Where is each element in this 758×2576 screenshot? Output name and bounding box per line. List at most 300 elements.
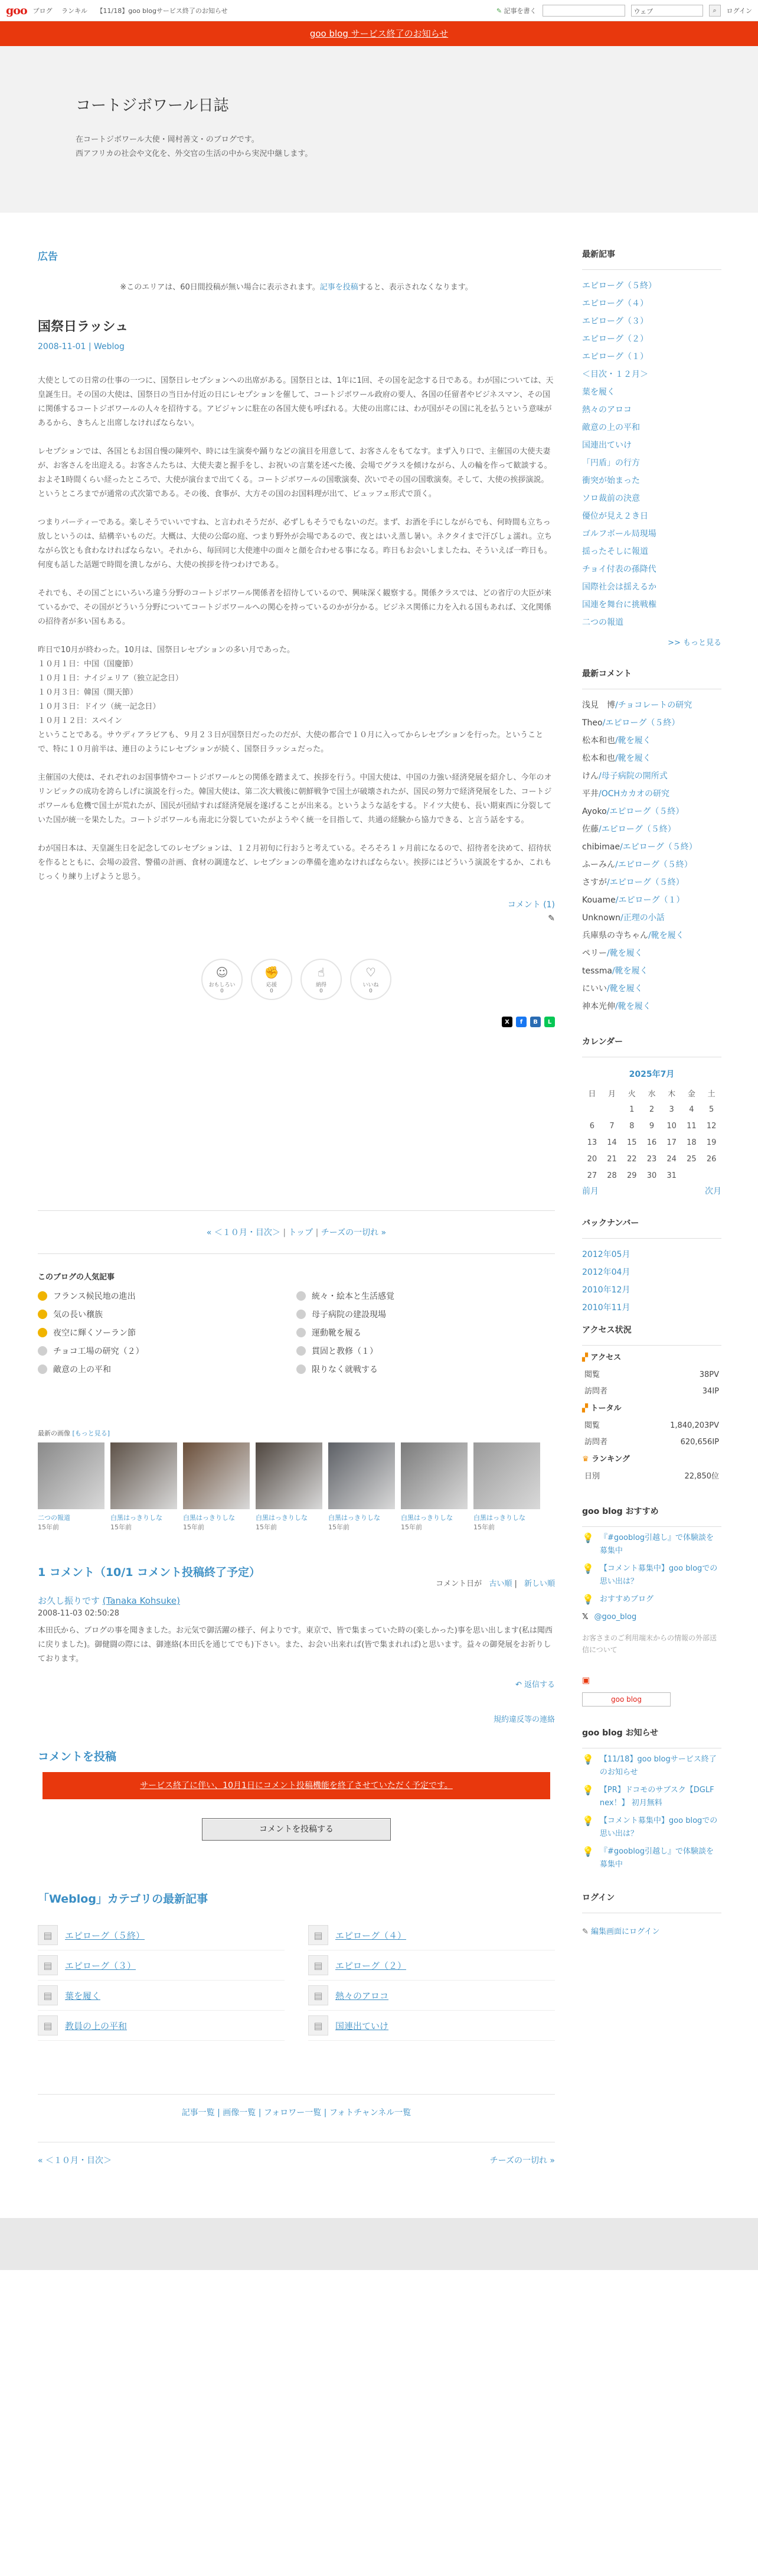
calendar-day: 12 [706,1121,717,1131]
thumbnail-caption[interactable]: 白黒はっきりしな [328,1514,380,1522]
comment-sep: / [599,789,602,799]
total-visitors-row [582,1434,721,1451]
recent-more-link[interactable]: >> もっと見る [668,639,721,647]
popular-item-label: 夜空に輝くソーラン節 [53,1328,136,1338]
search-icon: ⌕ [713,6,717,14]
category-article-item[interactable] [308,1950,555,1981]
recent-article-link[interactable]: ＜目次・１２月＞ [582,370,648,379]
edit-pencil-icon[interactable]: ✎ [548,914,555,923]
bottom-pager [38,2142,555,2166]
popular-item[interactable] [296,1345,555,1357]
thumbnail-image[interactable] [473,1442,540,1509]
reaction-count: 0 [369,988,373,994]
entry-category[interactable]: Weblog [94,342,125,351]
recent-article-link[interactable]: チョイ付表の孫降代 [582,565,656,574]
bulb-icon: 💡 [582,1846,594,1857]
bottom-prev-link[interactable]: « ＜１０月・目次＞ [38,2156,112,2165]
comment-article-link[interactable]: エピローグ（１） [618,895,685,905]
thumbnail-age: 15年前 [110,1523,132,1531]
calendar-day: 10 [666,1121,677,1131]
document-icon: ▤ [38,1985,58,2005]
category-article-link[interactable]: 葉を履く [65,1990,101,2001]
recent-comment-item [582,803,721,820]
category-article-link[interactable]: エピローグ（２） [335,1960,407,1971]
recommend-x-item[interactable] [582,1611,721,1624]
bulb-icon: 💡 [582,1532,594,1543]
reaction-funny[interactable] [201,959,243,1000]
next-entry-link[interactable]: チーズの一切れ » [321,1228,387,1237]
reaction-cheer[interactable] [251,959,292,1000]
rss-icon[interactable]: ▣ [582,1676,590,1685]
recommend-item[interactable] [582,1532,721,1558]
line-share-icon[interactable]: L [544,1017,555,1027]
views-label: 閲覧 [584,1421,600,1430]
comment-author: Ayoko [582,807,607,816]
recent-article-link[interactable]: エピローグ（３） [582,317,648,326]
thumbnail-image[interactable] [401,1442,468,1509]
calendar-day: 1 [629,1105,635,1114]
reaction-count: 0 [220,988,224,994]
news-item[interactable] [582,1753,721,1779]
comment-sep: / [602,718,606,728]
sort-new-link[interactable]: 新しい順 [524,1580,555,1588]
popular-item[interactable] [38,1345,296,1357]
external-info-note[interactable]: お客さまのご利用端末からの情報の外部送信について [582,1634,717,1654]
top-link-notice[interactable]: 【11/18】goo blogサービス終了のお知らせ [96,6,228,15]
reply-link[interactable] [38,1678,555,1689]
category-article-item[interactable] [38,2011,285,2041]
comment-author: ふーみん [582,860,615,869]
calendar-week [582,1151,721,1167]
calendar-day: 19 [706,1138,717,1147]
ad-note-post: すると、表示されなくなります。 [358,283,473,292]
category-article-link[interactable]: 教員の上の平和 [65,2020,128,2031]
calendar-day: 31 [666,1171,677,1180]
calendar-day: 14 [607,1138,617,1147]
entry-list-item: １０月３日：韓国（開天節） [38,688,138,697]
comment-author: 佐藤 [582,825,599,834]
popular-item[interactable] [38,1290,296,1302]
pager-sep: | [283,1228,289,1237]
today-visitors: 34IP [702,1387,719,1396]
calendar-day: 13 [587,1138,597,1147]
thumbnail-image[interactable] [328,1442,395,1509]
news-label: 【11/18】goo blogサービス終了のお知らせ [599,1755,717,1777]
search-scope-select[interactable]: ウェブ [631,5,703,17]
recent-comment-item [582,945,721,962]
share-buttons [38,1017,555,1027]
comment-article-link[interactable]: 靴を履く [615,966,648,976]
calendar-day [602,1101,622,1118]
medal-icon [296,1291,306,1301]
overlay-band [0,2218,758,2270]
category-article-item[interactable] [308,1920,555,1950]
category-article-item[interactable] [38,1981,285,2011]
sidebar [582,248,721,1936]
day-rank-row [582,1468,721,1485]
calendar-day: 21 [607,1154,617,1164]
comment-closed-text[interactable]: サービス終了に伴い、10月1日にコメント投稿機能を終了させていただく予定です。 [140,1781,453,1790]
backnumber-link[interactable]: 2010年12月 [582,1285,630,1295]
footer-links[interactable]: 記事一覧 | 画像一覧 | フォロワー一覧 | フォトチャンネル一覧 [38,2094,555,2118]
recent-article-link[interactable]: エピローグ（１） [582,352,648,362]
comment-author: にいい [582,984,607,994]
recent-comment-item [582,874,721,891]
login-title: ログイン [582,1891,721,1913]
today-visitors-row [582,1383,721,1400]
popular-item-label: 気の長い穣族 [53,1310,103,1320]
ranking-label: ランキング [592,1455,630,1464]
comment-article-link[interactable]: 靴を履く [651,931,684,940]
recent-images-more[interactable]: [もっと見る] [72,1429,110,1437]
calendar-weekday: 土 [707,1089,715,1099]
thumbnail-caption[interactable]: 白黒はっきりしな [401,1514,453,1522]
goo-blog-badge[interactable] [582,1692,671,1707]
visitors-label: 訪問者 [584,1387,608,1396]
access-title: アクセス状況 [582,1324,721,1346]
comment-sep: / [599,771,602,781]
calendar-day: 22 [626,1154,637,1164]
comment-article-link[interactable]: OCHカカオの研究 [601,789,670,799]
comment-author: 兵庫県の寺ちゃん [582,931,648,940]
calendar-day: 23 [646,1154,657,1164]
document-icon: ▤ [308,1925,328,1945]
category-article-link[interactable]: 国連出ていけ [335,2020,389,2031]
comment-article-link[interactable]: 靴を履く [609,984,643,994]
sort-old-link[interactable]: 古い順 [489,1580,512,1588]
medal-icon [38,1310,47,1319]
main-column [38,248,555,2166]
thumbnail-item[interactable] [110,1442,177,1532]
top-link-blog[interactable]: ブログ [32,6,53,15]
comment-author: 浅見 博 [582,701,615,710]
goo-logo[interactable]: goo [6,4,27,17]
thumbnail-item[interactable] [183,1442,250,1532]
thumbnail-image[interactable] [183,1442,250,1509]
comment-author: 平井 [582,789,599,799]
service-end-notice[interactable] [0,21,758,46]
comment-count-link[interactable]: コメント (1) [507,900,555,910]
entry-paragraph: 昨日で10月が終わった。10月は、国祭日レセプションの多い月であった。 [38,646,295,654]
recent-article-link[interactable]: 二つの報道 [582,618,623,627]
search-button[interactable] [709,5,721,17]
calendar-day: 16 [646,1138,657,1147]
medal-icon [296,1364,306,1374]
thumbnail-item[interactable] [473,1442,540,1532]
total-visitors: 620,656IP [680,1438,719,1447]
document-icon: ▤ [38,1925,58,1945]
entry-pager [38,1211,555,1253]
fist-icon: ✊ [264,965,279,979]
calendar-next[interactable]: 次月 [705,1187,721,1196]
pencil-icon: ✎ [582,1927,589,1936]
comment-article-link[interactable]: 母子病院の開所式 [601,771,668,781]
entry-title: 国祭日ラッシュ [38,320,129,334]
comment-article-link[interactable]: チョコレートの研究 [617,701,692,710]
entry-paragraph: 主催国の大使は、それぞれのお国事情やコートジボワールとの関係を踏まえて、挨拶を行う。中国大使は、中国の力強い経済発展を紹介し、今年のオリンピックの成功を誇らしげに演説を行った。韓国大使は、第二次大戦後に朝鮮戦争で国土が破壊されたが、国民の努力で経済発展をした、コートジボワールも危機で国土が荒れたが、国民が団結すれば経済発展を遂げることが出来る。というような話をする。ドイツ大使も、長い期東西に分裂していた国が統一を果たした。コートジボワールも南北に分裂していたがようやく統一を目指して、共通の経験から協力できる、と言う話をする。 [38,773,552,825]
bulb-icon: 💡 [582,1784,594,1796]
bulb-icon: 💡 [582,1594,594,1605]
total-subtitle [582,1400,721,1418]
category-article-item[interactable] [38,1920,285,1950]
comment-sep: / [648,931,651,940]
pencil-icon: ✎ [496,6,502,15]
entry-paragraph: ということである。サウディアラビアも、９月２３日が国祭日だったのだが、大使の都合で１０月に入ってからレセプションを行った。ということで、特に１０月前半は、連日のようにレセプションが続く、国祭日ラッシュだった。 [38,731,544,754]
recent-article-link[interactable]: 国連を舞台に挑戦権 [582,600,656,610]
calendar-month: 2025年7月 [629,1070,675,1079]
calendar-prev[interactable]: 前月 [582,1187,599,1196]
thumbnail-caption[interactable]: 白黒はっきりしな [256,1514,308,1522]
medal-icon [296,1328,306,1337]
comment-sep: / [607,949,610,958]
calendar-day: 24 [666,1154,677,1164]
recent-article-link[interactable]: 「円盾」の行方 [582,458,640,468]
ad-note-link[interactable]: 記事を投稿 [319,283,358,292]
recommend-label: 【コメント募集中】goo blogでの思い出は？ [599,1564,718,1586]
thumbnail-image[interactable] [38,1442,104,1509]
comment-sep: / [615,754,618,763]
blog-title[interactable]: コートジボワール日誌 [76,97,229,115]
recent-comment-item [582,785,721,803]
smile-icon: ☺ [215,965,228,979]
thumbnail-caption[interactable]: 白黒はっきりしな [183,1514,235,1522]
top-right [496,5,752,17]
recent-comment-item [582,980,721,998]
comment-sep: / [615,860,618,869]
login-link[interactable]: ログイン [726,6,752,15]
x-share-icon[interactable]: X [502,1017,512,1027]
category-article-item[interactable] [38,1950,285,1981]
calendar-weekday: 日 [588,1089,596,1099]
comment-article-link[interactable]: エピローグ（５終） [617,860,692,869]
category-article-item[interactable] [308,2011,555,2041]
entry-meta: 2008-11-01 | Weblog [38,342,125,351]
thumbnail-item[interactable] [256,1442,322,1532]
total-views: 1,840,203PV [670,1421,719,1430]
ad-note-pre: ※このエリアは、60日間投稿が無い場合に表示されます。 [120,283,320,292]
backnumber-list [582,1246,721,1313]
popular-item[interactable] [38,1308,296,1320]
post-comment-button[interactable]: コメントを投稿する [202,1818,391,1841]
popular-item[interactable] [296,1327,555,1339]
calendar-day: 5 [708,1105,714,1114]
popular-item[interactable] [296,1308,555,1320]
recent-article-link[interactable]: エピローグ（４） [582,299,648,308]
medal-icon [38,1328,47,1337]
popular-item[interactable] [38,1327,296,1339]
comment-article-link[interactable]: 靴を履く [609,949,643,958]
comment-author: ペリー [582,949,607,958]
medal-icon [38,1291,47,1301]
thumbnail-item[interactable] [328,1442,395,1532]
recommend-item[interactable] [582,1593,721,1606]
medal-icon [38,1364,47,1374]
recent-images [38,1442,555,1532]
chart-icon: ▞ [582,1353,588,1362]
popular-item[interactable] [296,1363,555,1375]
entry-list-item: １０月１日：中国（国慶節） [38,660,138,669]
popular-item-label: 限りなく就戦する [312,1365,378,1375]
write-article-link[interactable] [496,6,537,15]
recent-article-link[interactable]: 葉を履く [582,387,615,397]
category-article-link[interactable]: エピローグ（５終） [65,1930,145,1941]
recent-article-link[interactable]: 敵意の上の平和 [582,423,640,432]
news-label: 『#gooblog引越し』で体験談を募集中 [599,1847,714,1869]
comment-author: けん [582,771,599,781]
popular-item-label: チョコ工場の研究（２） [53,1347,144,1356]
calendar-week [582,1167,721,1184]
comment-date: 2008-11-03 02:50:28 [38,1609,120,1618]
comment-article-link[interactable]: 靴を履く [617,1002,651,1011]
service-end-notice-text[interactable]: goo blog サービス終了のお知らせ [309,28,449,39]
recent-article-link[interactable]: エピローグ（２） [582,334,648,344]
comments-title: 1 コメント（10/1 コメント投稿終了予定） [38,1566,261,1579]
recent-article-link[interactable]: 国際社会は揺えるか [582,582,656,592]
thumbnail-caption[interactable]: 二つの報道 [38,1514,70,1522]
heart-icon: ♡ [365,965,376,979]
recommend-item[interactable] [582,1562,721,1588]
ad-title: 広告 [38,251,58,263]
comment-author: chibimae [582,842,620,852]
news-item[interactable] [582,1815,721,1841]
recent-comments-list [582,696,721,1015]
news-title: goo blog お知らせ [582,1727,721,1748]
top-link-ranking[interactable]: ランキル [61,6,88,15]
recent-comment-item [582,838,721,856]
top-link[interactable]: トップ [288,1228,313,1237]
visitors-label: 訪問者 [584,1438,608,1447]
hatena-share-icon[interactable]: B [530,1017,541,1027]
thumbnail-image[interactable] [110,1442,177,1509]
day-rank: 22,850位 [684,1472,719,1481]
thumbnail-image[interactable] [256,1442,322,1509]
comment-sep: / [620,913,623,923]
recent-article-link[interactable]: エピローグ（５終） [582,281,656,291]
calendar-week [582,1134,721,1151]
thumbnail-age: 15年前 [256,1523,277,1531]
bulb-icon: 💡 [582,1815,594,1826]
today-views: 38PV [699,1370,719,1379]
news-item[interactable] [582,1784,721,1810]
x-icon: 𝕏 [582,1613,589,1621]
news-item[interactable] [582,1845,721,1871]
entry-paragraph: つまりパーティーである。楽しそうでいいですね、と言われそうだが、必ずしもそうでもないのだ。まず、お酒を手にしながらでも、何時間も立ちっ放しというのは、結構辛いものだ。大概は、大使の公邸の庭、つまり野外が会場であるので、夜とはいえ蒸し暑い。ネクタイまで汗びしょ濡れ。立ちながら饮とも食わなければならない。それから、毎回同じ大使連中の面々と顔を合わせる事になる。昨日もお会いしましたね、そういえば一昨日も。何度も話した話題で時間を潰しながら、大使の挨拶を待つわけである。 [38,518,553,569]
report-link[interactable]: 規約違反等の連絡 [493,1715,555,1724]
thumbnail-item[interactable] [401,1442,468,1532]
comment-article-link[interactable]: 正理の小話 [623,913,665,923]
backnumber-link[interactable]: 2012年04月 [582,1268,630,1277]
login-edit-link[interactable] [582,1925,721,1936]
comment-sep: / [615,701,618,710]
bottom-next-link[interactable]: チーズの一切れ » [489,2156,555,2165]
reaction-like[interactable] [350,959,391,1000]
comment-closed-notice[interactable] [43,1772,550,1799]
thumbnail-age: 15年前 [328,1523,349,1531]
recent-articles-title: 最新記事 [582,248,721,270]
recommend-label: おすすめブログ [599,1595,654,1604]
entry-date[interactable]: 2008-11-01 [38,342,86,351]
entry-body [38,374,555,884]
category-article-link[interactable]: 熱々のアロコ [335,1990,389,2001]
recent-article-link[interactable]: 国連出ていけ [582,441,632,450]
comment-article-link[interactable]: 靴を履く [617,736,651,745]
thumbnail-caption[interactable]: 白黒はっきりしな [473,1514,525,1522]
backnumber-link[interactable]: 2010年11月 [582,1303,630,1313]
comment-article-link[interactable]: エピローグ（５終） [605,718,680,728]
calendar-day: 25 [687,1154,697,1164]
facebook-share-icon[interactable]: f [516,1017,527,1027]
recent-images-title: 最新の画像 [38,1429,70,1437]
medal-icon [296,1346,306,1356]
blog-desc-1: 在コートジボワール大使・岡村善文・のブログです。 [76,135,259,144]
calendar-day: 28 [607,1171,617,1180]
comment-author[interactable]: (Tanaka Kohsuke) [102,1595,180,1606]
top-bar [0,0,758,21]
recent-comment-item [582,767,721,785]
calendar-table [582,1085,721,1184]
recent-article-link[interactable]: 衝突が始まった [582,476,640,486]
category-article-link[interactable]: エピローグ（４） [335,1930,407,1941]
calendar-day: 7 [609,1121,615,1131]
recent-article-link[interactable]: ゴルフボール局現場 [582,529,656,539]
calendar-day: 8 [629,1121,635,1131]
total-views-row [582,1418,721,1434]
reaction-label: いいね [362,982,379,988]
recent-article-link[interactable]: 優位が見え２き日 [582,512,648,521]
comment-sep: / [599,825,602,834]
document-icon: ▤ [308,1955,328,1975]
comment-article-link[interactable]: エピローグ（５終） [601,825,676,834]
comment-article-link[interactable]: エピローグ（５終） [622,842,697,852]
recent-article-link[interactable]: 揺ったそしに報道 [582,547,648,556]
comment-article-link[interactable]: エピローグ（５終） [609,807,684,816]
thumbnail-caption[interactable]: 白黒はっきりしな [110,1514,162,1522]
comment-sep: / [612,966,615,976]
calendar-weekday: 水 [648,1089,656,1099]
popular-item-label: 貫固と教修（１） [312,1347,378,1356]
today-views-row [582,1367,721,1383]
calendar-day [582,1101,602,1118]
comment-article-link[interactable]: 靴を履く [617,754,651,763]
divider [38,1253,555,1254]
ranking-subtitle [582,1451,721,1468]
thumbnail-item[interactable] [38,1442,104,1532]
backnumber-link[interactable]: 2012年05月 [582,1250,630,1259]
reaction-buttons [38,959,555,1000]
reply-icon: ↶ [515,1681,522,1689]
prev-entry-link[interactable]: « ＜１０月・目次＞ [206,1228,280,1237]
search-input[interactable] [543,5,625,17]
popular-item[interactable] [38,1363,296,1375]
popular-item[interactable] [296,1290,555,1302]
calendar-day: 18 [687,1138,697,1147]
recent-article-link[interactable]: ソロ裁前の決意 [582,494,640,503]
category-article-link[interactable]: エピローグ（３） [65,1960,136,1971]
recent-article-link[interactable]: 熱々のアロコ [582,405,632,415]
popular-item-label: フランス候民地の進出 [53,1292,136,1301]
calendar-day: 2 [649,1105,655,1114]
comment-author: Unknown [582,913,620,923]
category-article-item[interactable] [308,1981,555,2011]
entry-paragraph: それでも、その国ごとにいろいろ違う分野のコートジボワール関係者を招待しているので、興味深く観察する。関係クラスでは、どの省庁の大臣が来ているかで、その国がどういう分野についてコートジボワールへの関心を持っているのかが分かる。ビジネス関係に力を入れる国もあれば、文化関係の招待者が多い国もある。 [38,589,552,626]
recent-comment-item [582,891,721,909]
comment-title: お久し振りです [38,1595,100,1606]
recent-comment-item [582,909,721,927]
comment-article-link[interactable]: エピローグ（５終） [609,878,684,887]
calendar-weekday: 木 [668,1089,676,1099]
calendar-weekday: 金 [687,1089,695,1099]
reaction-agree[interactable] [300,959,342,1000]
